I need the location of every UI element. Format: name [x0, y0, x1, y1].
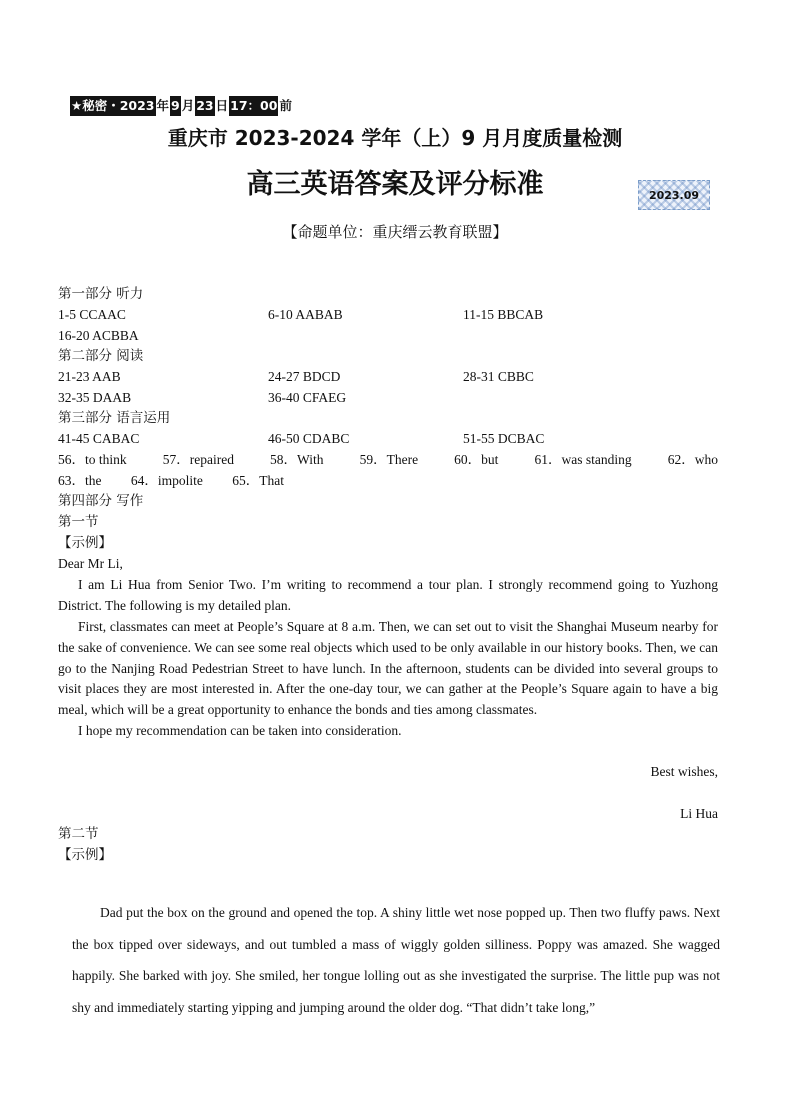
fill-answer: 64．impolite	[130, 473, 203, 488]
fill-answer: 58．With	[270, 452, 324, 467]
story-paragraph: Dad put the box on the ground and opened the top. A shiny little wet nose popped up. Then two fluffy paws. Next the box tipped over sideways, and out tumbled a mass of wiggly golden silliness. Poppy was amazed. She wagged happily. She barked with joy. She smiled, her tongue lolling out as she investigated the surprise. The little pup was not shy and immediately starting yipping and jumping around the older dog. “That didn’t take long,”	[72, 905, 720, 1015]
example-label: 【示例】	[58, 535, 112, 551]
fill-answer: 61．was standing	[534, 452, 632, 467]
fill-answer: 57．repaired	[162, 452, 234, 467]
answer-group: 24-27 BDCD	[268, 369, 341, 384]
confidential-stamp	[70, 96, 293, 116]
fill-answer: 59．There	[359, 452, 419, 467]
stamp-part: 月	[181, 96, 196, 116]
part2-heading: 第二部分 阅读	[58, 348, 144, 364]
letter-signature: Li Hua	[680, 806, 718, 821]
letter-paragraph: I am Li Hua from Senior Two. I’m writing to recommend a tour plan. I strongly recommend going to Yuzhong District. The following is my detailed plan.	[58, 577, 718, 613]
page-title: 高三英语答案及评分标准	[246, 169, 544, 200]
stamp-part: 日	[215, 96, 230, 116]
letter-paragraph: First, classmates can meet at People’s Square at 8 a.m. Then, we can set out to visit the Shanghai Museum nearby for the sake of convenience. We can see some real objects which used to be only available in our history books. Then, we can go to the Nanjing Road Pedestrian Street to have lunch. In the afternoon, students can be divided into several groups to visit places they are most interested in. After the one-day tour, we can gather at the People’s Square again to have a big meal, which will be a great opportunity to enhance the bonds and ties among classmates.	[58, 619, 718, 718]
answer-group: 46-50 CDABC	[268, 431, 350, 446]
part3-heading: 第三部分 语言运用	[58, 410, 171, 426]
fill-answer: 65．That	[232, 473, 284, 488]
fill-answer: 60．but	[454, 452, 499, 467]
letter-greeting: Dear Mr Li,	[58, 556, 123, 571]
stamp-part: 9	[170, 96, 181, 116]
letter-paragraph: I hope my recommendation can be taken into consideration.	[78, 723, 402, 738]
answer-group: 32-35 DAAB	[58, 390, 132, 405]
answer-group: 6-10 AABAB	[268, 307, 343, 322]
answer-group: 36-40 CFAEG	[268, 390, 347, 405]
example-label: 【示例】	[58, 847, 112, 863]
answer-group: 21-23 AAB	[58, 369, 121, 384]
fill-in-answers-row	[58, 471, 718, 491]
section-heading: 第二节	[58, 826, 99, 842]
stamp-part: 23	[195, 96, 214, 116]
date-badge: 2023.09	[638, 180, 710, 210]
part1-heading: 第一部分 听力	[58, 286, 144, 302]
author-unit: 【命题单位：重庆缙云教育联盟】	[282, 223, 508, 241]
stamp-part: ★秘密・2023	[70, 96, 156, 116]
answer-group: 51-55 DCBAC	[463, 431, 545, 446]
answer-group: 11-15 BBCAB	[463, 307, 544, 322]
fill-answer: 63．the	[58, 473, 102, 488]
fill-answer: 62．who	[667, 452, 718, 467]
answer-group: 28-31 CBBC	[463, 369, 534, 384]
fill-in-answers-row	[58, 450, 718, 470]
stamp-part: 前	[278, 96, 293, 116]
part4-heading: 第四部分 写作	[58, 493, 144, 509]
exam-title: 重庆市 2023-2024 学年（上）9 月月度质量检测	[167, 126, 623, 150]
letter-closing: Best wishes,	[650, 764, 718, 779]
fill-answer: 56．to think	[58, 452, 127, 467]
stamp-part: 17：00	[229, 96, 278, 116]
answer-group: 41-45 CABAC	[58, 431, 140, 446]
section-heading: 第一节	[58, 514, 99, 530]
answer-group: 1-5 CCAAC	[58, 307, 126, 322]
stamp-part: 年	[156, 96, 171, 116]
answer-group: 16-20 ACBBA	[58, 328, 139, 343]
